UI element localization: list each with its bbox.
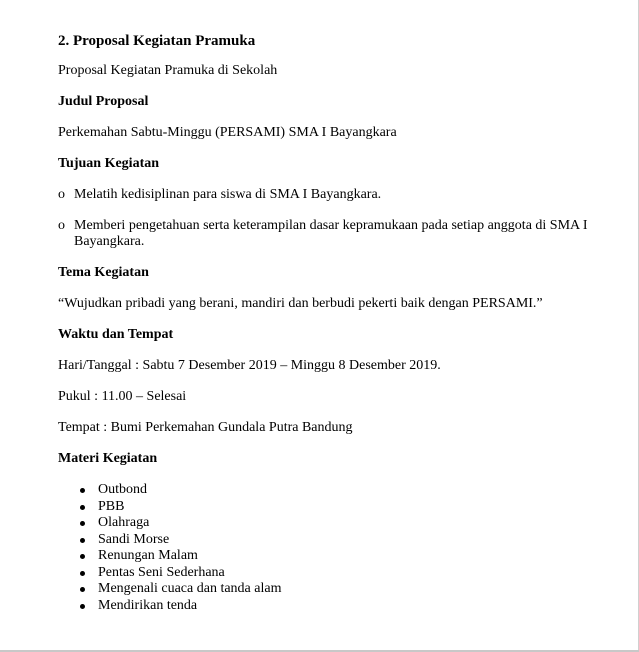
list-item — [58, 548, 618, 565]
list-item — [58, 499, 618, 516]
tema-text: “Wujudkan pribadi yang berani, mandiri dan berbudi pekerti baik dengan PERSAMI.” — [58, 296, 543, 311]
list-item — [58, 482, 618, 499]
bullet-icon — [80, 488, 85, 493]
bullet-icon — [80, 521, 85, 526]
pukul-text: Pukul : 11.00 – Selesai — [58, 389, 187, 404]
judul-heading: Judul Proposal — [58, 94, 149, 109]
list-item — [58, 581, 618, 598]
list-item — [58, 565, 618, 582]
tema-heading: Tema Kegiatan — [58, 265, 149, 280]
tujuan-item — [58, 218, 618, 250]
list-item — [58, 515, 618, 532]
intro-text: Proposal Kegiatan Pramuka di Sekolah — [58, 63, 278, 78]
hari-tanggal-text: Hari/Tanggal : Sabtu 7 Desember 2019 – Minggu 8 Desember 2019. — [58, 358, 441, 373]
tujuan-heading: Tujuan Kegiatan — [58, 156, 160, 171]
tujuan-item-text: Melatih kedisiplinan para siswa di SMA I Bayangkara. — [74, 187, 382, 202]
list-item-text: Outbond — [98, 482, 147, 497]
list-item-text: PBB — [98, 498, 125, 514]
bullet-icon — [80, 604, 85, 609]
tujuan-item-text: Memberi pengetahuan serta keterampilan dasar kepramukaan pada setiap anggota di SMA I Bayangkara. — [74, 218, 588, 249]
tempat-text: Tempat : Bumi Perkemahan Gundala Putra Bandung — [58, 420, 353, 435]
bullet-icon — [80, 554, 85, 559]
bullet-icon — [80, 505, 85, 510]
circle-bullet-icon: o — [58, 218, 65, 233]
judul-text: Perkemahan Sabtu-Minggu (PERSAMI) SMA I Bayangkara — [58, 125, 397, 140]
list-item — [58, 532, 618, 549]
waktu-heading: Waktu dan Tempat — [58, 327, 174, 342]
circle-bullet-icon: o — [58, 187, 65, 202]
list-item — [58, 598, 618, 615]
document-title: 2. Proposal Kegiatan Pramuka — [58, 33, 256, 49]
tujuan-item — [58, 187, 618, 203]
list-item-text: Mengenali cuaca dan tanda alam — [98, 581, 282, 596]
bullet-icon — [80, 571, 85, 576]
document-body — [58, 33, 618, 614]
materi-list — [58, 482, 618, 614]
list-item-text: Mendirikan tenda — [98, 597, 198, 613]
list-item-text: Sandi Morse — [98, 531, 170, 547]
list-item-text: Olahraga — [98, 515, 150, 530]
materi-heading: Materi Kegiatan — [58, 451, 158, 466]
bullet-icon — [80, 587, 85, 592]
list-item-text: Renungan Malam — [98, 548, 198, 563]
list-item-text: Pentas Seni Sederhana — [98, 564, 225, 580]
bullet-icon — [80, 538, 85, 543]
